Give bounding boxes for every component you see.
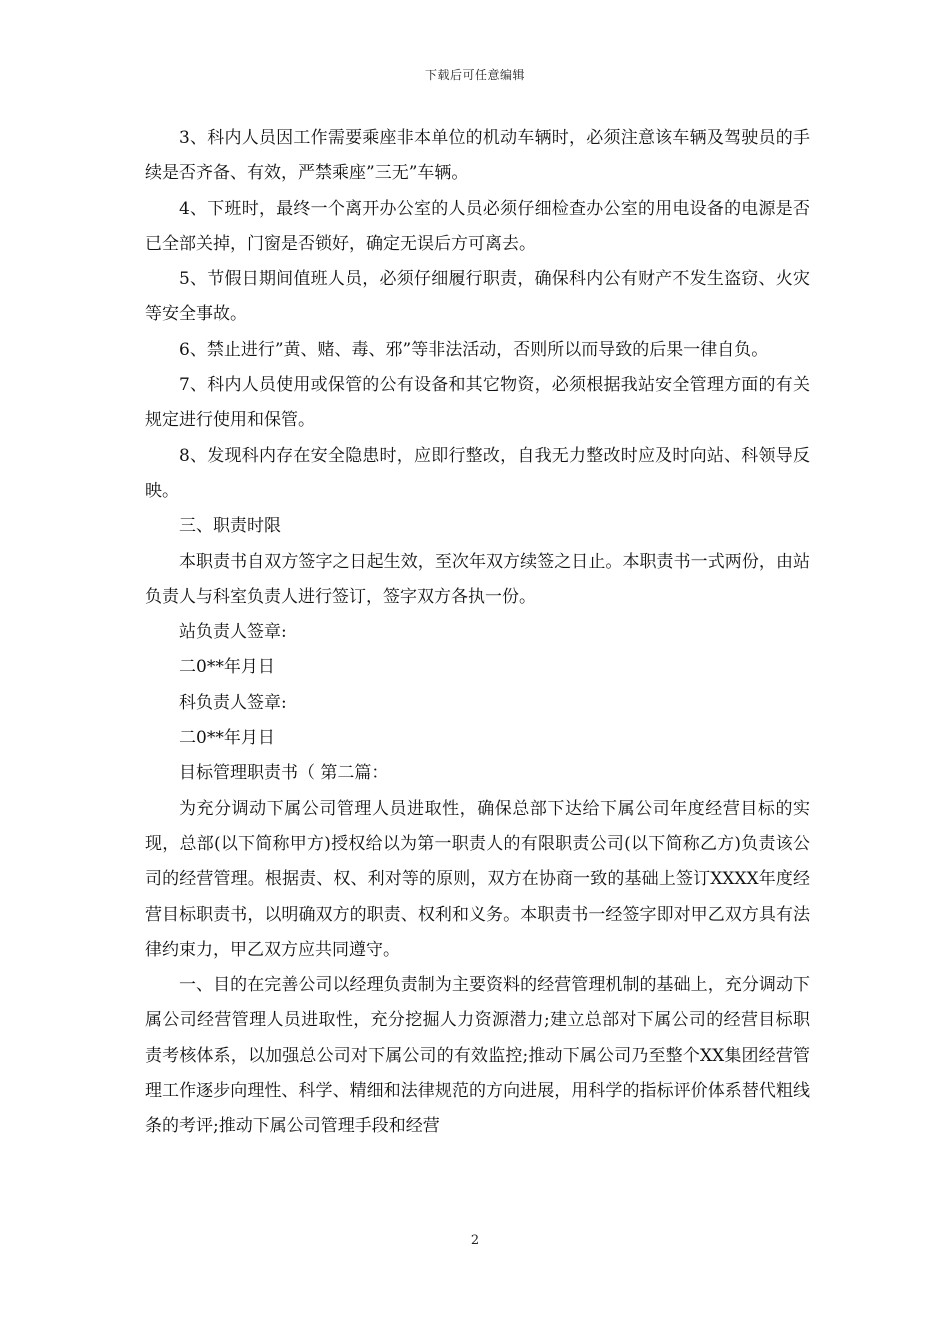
station-signature-label: 站负责人签章: <box>179 622 287 643</box>
paragraph-rule-6: 6、禁止进行”黄、赌、毒、邪”等非法活动，否则所以而导致的后果一律自负。 <box>179 339 769 360</box>
paragraph-rule-8: 8、发现科内存在安全隐患时，应即行整改，自我无力整改时应及时向站、科领导反映。 <box>145 445 810 501</box>
paragraph-term: 本职责书自双方签字之日起生效，至次年双方续签之日止。本职责书一式两份，由站负责人与科室负责人进行签订，签字双方各执一份。 <box>145 551 810 607</box>
page-header: 下载后可任意编辑 <box>424 68 525 82</box>
paragraph-rule-5: 5、节假日期间值班人员，必须仔细履行职责，确保科内公有财产不发生盗窃、火灾等安全事故。 <box>145 269 810 325</box>
paragraph-rule-3: 3、科内人员因工作需要乘座非本单位的机动车辆时，必须注意该车辆及驾驶员的手续是否齐备、有效，严禁乘座”三无”车辆。 <box>145 128 810 184</box>
document-subtitle: 目标管理职责书（ 第二篇： <box>179 763 389 784</box>
paragraph-rule-4: 4、下班时，最终一个离开办公室的人员必须仔细检查办公室的用电设备的电源是否已全部关掉，门窗是否锁好，确定无误后方可离去。 <box>145 198 810 254</box>
section-signature-label: 科负责人签章: <box>179 692 287 713</box>
document-body <box>145 121 810 1145</box>
section-heading-term: 三、职责时限 <box>179 516 281 537</box>
station-signature-date: 二0**年月日 <box>179 657 275 678</box>
paragraph-intro: 为充分调动下属公司管理人员进取性，确保总部下达给下属公司年度经营目标的实现，总部(以下简称甲方)授权给以为第一职责人的有限职责公司(以下简称乙方)负责该公司的经营管理。根据责、权、利对等的原则，双方在协商一致的基础上签订XXXX年度经营目标职责书，以明确双方的职责、权利和义务。本职责书一经签字即对甲乙双方具有法律约束力，甲乙双方应共同遵守。 <box>145 798 810 960</box>
page-number: 2 <box>470 1233 480 1248</box>
paragraph-rule-7: 7、科内人员使用或保管的公有设备和其它物资，必须根据我站安全管理方面的有关规定进行使用和保管。 <box>145 375 810 431</box>
section-signature-date: 二0**年月日 <box>179 728 275 749</box>
paragraph-purpose: 一、目的在完善公司以经理负责制为主要资料的经营管理机制的基础上，充分调动下属公司经营管理人员进取性，充分挖掘人力资源潜力;建立总部对下属公司的经营目标职责考核体系，以加强总公司对下属公司的有效监控;推动下属公司乃至整个XX集团经营管理工作逐步向理性、科学、精细和法律规范的方向进展，用科学的指标评价体系替代粗线条的考评;推动下属公司管理手段和经营 <box>145 975 810 1137</box>
